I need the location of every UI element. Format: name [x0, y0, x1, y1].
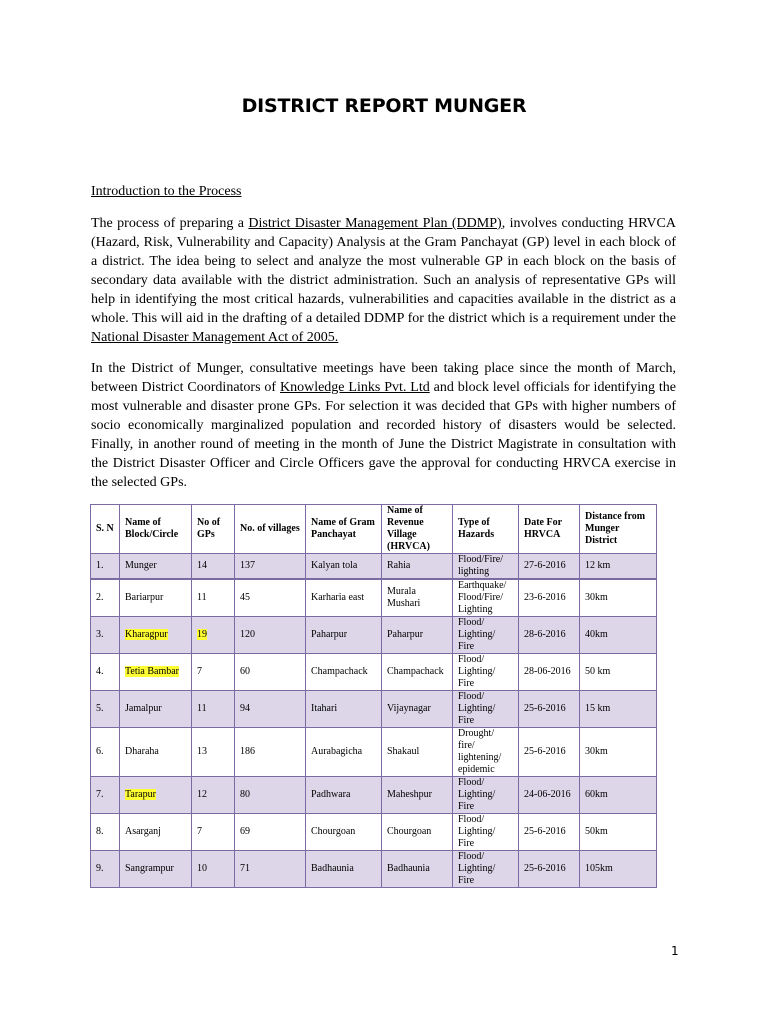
table-cell: 80 — [235, 777, 306, 814]
table-cell: 9. — [91, 851, 120, 888]
table-cell: 3. — [91, 617, 120, 654]
table-cell — [120, 777, 192, 814]
table-cell: 6. — [91, 728, 120, 777]
table-cell: Flood/ Lighting/ Fire — [453, 777, 519, 814]
table-cell: 50km — [580, 814, 657, 851]
table-cell: 7 — [192, 654, 235, 691]
hrvca-table — [90, 504, 657, 888]
table-header-row — [91, 505, 657, 554]
table-cell: 25-6-2016 — [519, 851, 580, 888]
table-cell: 50 km — [580, 654, 657, 691]
table-cell: 8. — [91, 814, 120, 851]
table-row — [91, 579, 657, 617]
table-cell: Flood/ Lighting/ Fire — [453, 691, 519, 728]
table-row — [91, 728, 657, 777]
table-cell: 28-06-2016 — [519, 654, 580, 691]
table-cell: Dharaha — [120, 728, 192, 777]
section-heading: Introduction to the Process — [91, 184, 242, 199]
table-cell: 28-6-2016 — [519, 617, 580, 654]
table-row — [91, 851, 657, 888]
table-cell — [120, 654, 192, 691]
table-cell: 13 — [192, 728, 235, 777]
highlighted-text: 19 — [197, 629, 207, 640]
table-row — [91, 617, 657, 654]
table-cell: 25-6-2016 — [519, 814, 580, 851]
page-number: 1 — [671, 944, 679, 958]
table-cell: 5. — [91, 691, 120, 728]
table-cell: Flood/ Lighting/ Fire — [453, 851, 519, 888]
table-cell: 12 — [192, 777, 235, 814]
table-cell: Earthquake/ Flood/Fire/ Lighting — [453, 579, 519, 617]
table-cell: Padhwara — [306, 777, 382, 814]
paragraph-text: , involves conducting HRVCA (Hazard, Risk, Vulnerability and Capacity) Analysis at the Gram Panchayat (GP) level in each block of a district. The idea being to select and analyze the most vulnerable GP in each block on the basis of secondary data available with the district administration. Such an analysis of representative GPs will help in identifying the most critical hazards, vulnerabilities and capacities available in the district as a whole. This will aid in the drafting of a detailed DDMP for the district which is a requirement under the — [91, 216, 676, 326]
table-cell: 60 — [235, 654, 306, 691]
table-cell: 2. — [91, 579, 120, 617]
table-row — [91, 691, 657, 728]
table-cell: 120 — [235, 617, 306, 654]
table-cell: 25-6-2016 — [519, 728, 580, 777]
table-cell: 94 — [235, 691, 306, 728]
table-cell: 30km — [580, 728, 657, 777]
table-cell: Sangrampur — [120, 851, 192, 888]
table-cell: Asarganj — [120, 814, 192, 851]
table-cell: Shakaul — [382, 728, 453, 777]
table-cell: Chourgoan — [306, 814, 382, 851]
ddmp-link: District Disaster Management Plan (DDMP) — [248, 216, 502, 231]
table-cell — [120, 617, 192, 654]
table-cell: Aurabagicha — [306, 728, 382, 777]
table-cell: Munger — [120, 554, 192, 580]
table-cell — [192, 617, 235, 654]
table-cell: 11 — [192, 579, 235, 617]
table-header: S. N — [91, 505, 120, 554]
table-header: Type of Hazards — [453, 505, 519, 554]
table-header: Name of Block/Circle — [120, 505, 192, 554]
table-cell: Drought/ fire/ lightening/ epidemic — [453, 728, 519, 777]
paragraph-intro — [91, 214, 676, 347]
table-cell: 137 — [235, 554, 306, 580]
table-header: Distance from Munger District — [580, 505, 657, 554]
table-cell: 14 — [192, 554, 235, 580]
table-cell: 186 — [235, 728, 306, 777]
table-cell: 30km — [580, 579, 657, 617]
page-title: DISTRICT REPORT MUNGER — [241, 95, 527, 117]
table-cell: Badhaunia — [382, 851, 453, 888]
table-cell: Champachack — [382, 654, 453, 691]
table-cell: 69 — [235, 814, 306, 851]
table-cell: Flood/Fire/ lighting — [453, 554, 519, 580]
table-cell: 12 km — [580, 554, 657, 580]
table-cell: Jamalpur — [120, 691, 192, 728]
table-cell: Maheshpur — [382, 777, 453, 814]
table-cell: 1. — [91, 554, 120, 580]
table-cell: Flood/ Lighting/ Fire — [453, 617, 519, 654]
paragraph-munger — [91, 359, 676, 492]
table-cell: 27-6-2016 — [519, 554, 580, 580]
ndma-link: National Disaster Management Act of 2005. — [91, 330, 339, 345]
table-header: Date For HRVCA — [519, 505, 580, 554]
table-cell: Rahia — [382, 554, 453, 580]
table-cell: Itahari — [306, 691, 382, 728]
paragraph-text: In the District of Munger, consultative meetings have been taking place since the month of March, between District Coordinators of — [91, 361, 676, 395]
table-cell: Paharpur — [306, 617, 382, 654]
table-row — [91, 814, 657, 851]
table-cell: Karharia east — [306, 579, 382, 617]
table-cell: 23-6-2016 — [519, 579, 580, 617]
table-cell: Flood/ Lighting/ Fire — [453, 654, 519, 691]
table-cell: 60km — [580, 777, 657, 814]
highlighted-text: Tarapur — [125, 789, 156, 800]
table-cell: 71 — [235, 851, 306, 888]
table-cell: Flood/ Lighting/ Fire — [453, 814, 519, 851]
table-header: Name of Revenue Village (HRVCA) — [382, 505, 453, 554]
table-cell: 15 km — [580, 691, 657, 728]
paragraph-text: and block level officials for identifying the most vulnerable and disaster prone GPs. For selection it was decided that GPs with higher numbers of socio economically marginalized population and recorded history of disasters would be selected. Finally, in another round of meeting in the month of June the District Magistrate in consultation with the District Disaster Officer and Circle Officers gave the approval for conducting HRVCA exercise in the selected GPs. — [91, 380, 676, 490]
table-cell: Bariarpur — [120, 579, 192, 617]
table-cell: Vijaynagar — [382, 691, 453, 728]
table-cell: 105km — [580, 851, 657, 888]
table-cell: 40km — [580, 617, 657, 654]
table-cell: 25-6-2016 — [519, 691, 580, 728]
table-header: Name of Gram Panchayat — [306, 505, 382, 554]
table-row — [91, 554, 657, 580]
table-cell: Kalyan tola — [306, 554, 382, 580]
table-cell: Champachack — [306, 654, 382, 691]
table-cell: 10 — [192, 851, 235, 888]
table-row — [91, 777, 657, 814]
table-row — [91, 654, 657, 691]
table-cell: 7. — [91, 777, 120, 814]
table-cell: Badhaunia — [306, 851, 382, 888]
knowledge-links-link: Knowledge Links Pvt. Ltd — [279, 380, 430, 395]
table-cell: Paharpur — [382, 617, 453, 654]
highlighted-text: Tetia Bambar — [125, 666, 179, 677]
table-cell: 45 — [235, 579, 306, 617]
table-header: No. of villages — [235, 505, 306, 554]
table-cell: Chourgoan — [382, 814, 453, 851]
table-cell: 7 — [192, 814, 235, 851]
table-header: No of GPs — [192, 505, 235, 554]
table-cell: 24-06-2016 — [519, 777, 580, 814]
table-cell: 11 — [192, 691, 235, 728]
paragraph-text: The process of preparing a — [91, 216, 249, 231]
table-cell: Murala Mushari — [382, 579, 453, 617]
highlighted-text: Kharagpur — [125, 629, 168, 640]
table-cell: 4. — [91, 654, 120, 691]
